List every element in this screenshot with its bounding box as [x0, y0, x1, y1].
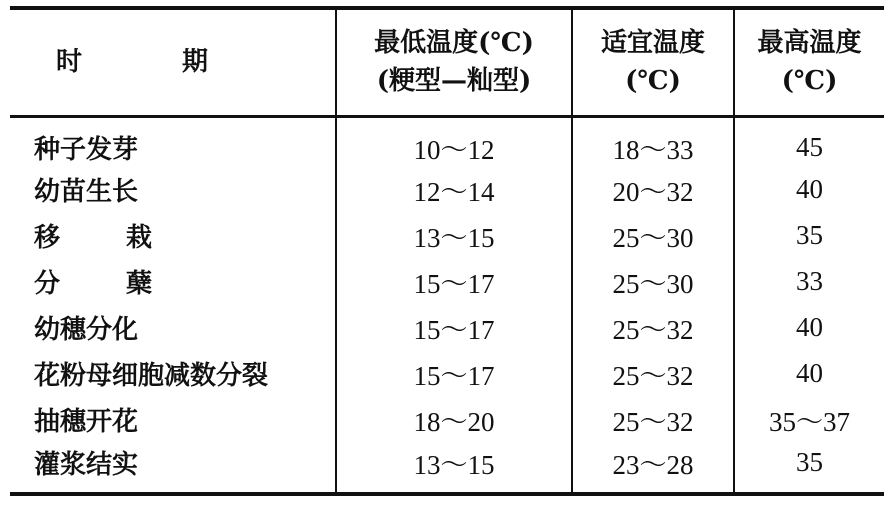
temperature-table [10, 6, 884, 496]
header-min-temp-line2: (粳型—籼型) [376, 66, 532, 97]
min-temp-cell: 13～15 [336, 213, 572, 259]
header-min-temp-line1: 最低温度(℃) [374, 28, 534, 59]
table-row [10, 213, 884, 259]
max-temp-cell: 35～37 [734, 397, 884, 443]
table-row [10, 305, 884, 351]
opt-temp-cell: 25～30 [572, 213, 734, 259]
max-temp-cell: 33 [734, 259, 884, 305]
stage-cell: 幼苗生长 [34, 177, 139, 207]
opt-temp-cell: 18～33 [572, 116, 734, 167]
stage-label-spaced: 移栽 [34, 223, 219, 253]
max-temp-cell: 40 [734, 305, 884, 351]
header-period-char-2: 期 [182, 47, 209, 78]
header-max-temp-line1: 最高温度 [757, 28, 862, 59]
table-row [10, 397, 884, 443]
min-temp-cell: 15～17 [336, 351, 572, 397]
header-opt-temp-line1: 适宜温度 [600, 28, 705, 59]
min-temp-cell: 15～17 [336, 259, 572, 305]
max-temp-cell: 45 [734, 116, 884, 167]
table-row [10, 351, 884, 397]
stage-cell: 抽穗开花 [34, 407, 139, 437]
max-temp-cell: 40 [734, 167, 884, 213]
header-row [10, 8, 884, 116]
stage-cell: 灌浆结实 [34, 449, 139, 480]
min-temp-cell: 12～14 [336, 167, 572, 213]
opt-temp-cell: 25～30 [572, 259, 734, 305]
opt-temp-cell: 20～32 [572, 167, 734, 213]
header-min-temp [336, 8, 572, 116]
header-period-char-1: 时 [56, 47, 83, 78]
min-temp-cell: 13～15 [336, 443, 572, 494]
min-temp-cell: 10～12 [336, 116, 572, 167]
header-max-temp-line2: (℃) [781, 66, 838, 97]
opt-temp-cell: 25～32 [572, 305, 734, 351]
stage-label-spaced: 分蘖 [34, 269, 219, 299]
header-opt-temp-line2: (℃) [625, 66, 681, 97]
min-temp-cell: 15～17 [336, 305, 572, 351]
stage-cell [10, 213, 336, 259]
max-temp-cell: 35 [734, 213, 884, 259]
header-opt-temp [572, 8, 734, 116]
table-row [10, 443, 884, 494]
max-temp-cell: 40 [734, 351, 884, 397]
stage-cell: 幼穗分化 [34, 315, 139, 345]
opt-temp-cell: 25～32 [572, 397, 734, 443]
table-row [10, 167, 884, 213]
table-row [10, 259, 884, 305]
max-temp-cell: 35 [734, 443, 884, 494]
stage-cell: 种子发芽 [34, 134, 139, 165]
stage-cell: 花粉母细胞减数分裂 [34, 361, 269, 391]
table-row [10, 116, 884, 167]
stage-cell [10, 259, 336, 305]
temperature-table-container [10, 6, 884, 496]
header-max-temp [734, 8, 884, 116]
min-temp-cell: 18～20 [336, 397, 572, 443]
opt-temp-cell: 23～28 [572, 443, 734, 494]
header-period [10, 8, 336, 116]
opt-temp-cell: 25～32 [572, 351, 734, 397]
